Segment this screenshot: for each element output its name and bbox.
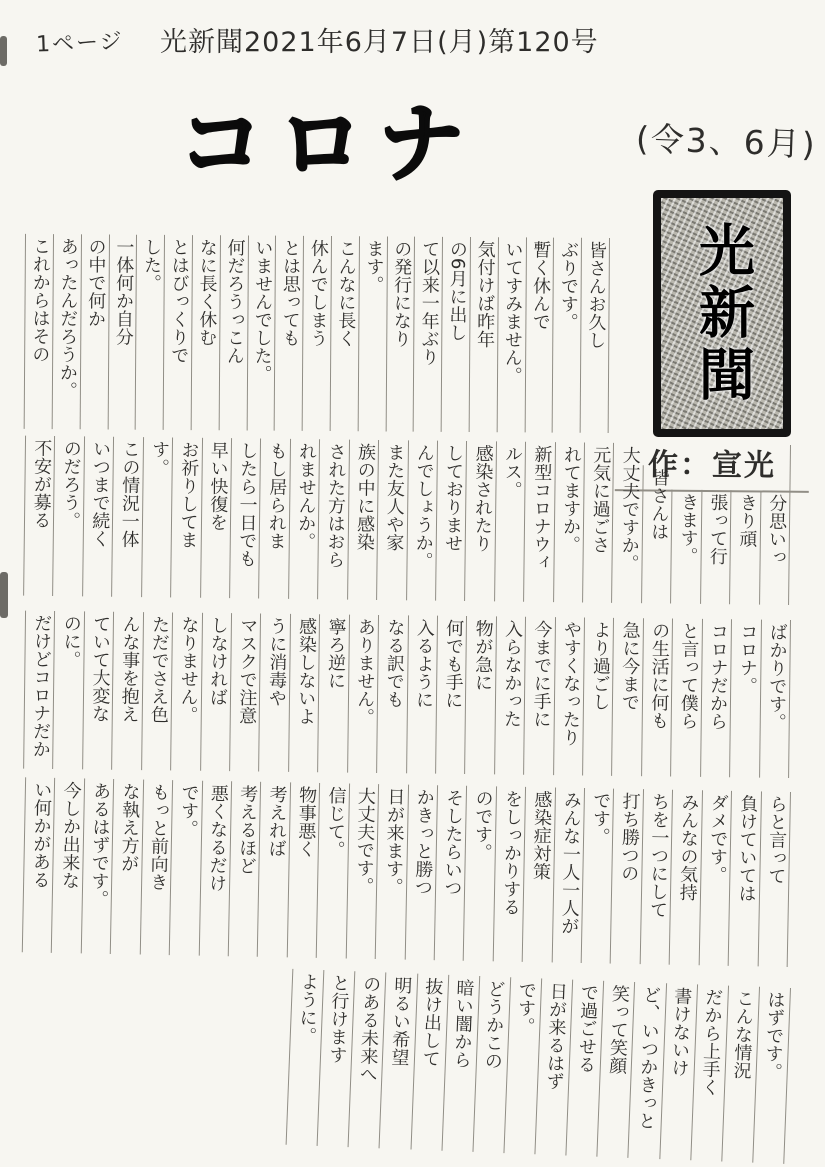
text-column: ルス。: [494, 441, 525, 601]
text-column: した。: [135, 235, 164, 430]
text-column: 皆さんお久し: [580, 238, 609, 433]
text-column: された方はおら: [317, 439, 348, 599]
text-column: 分思いっ: [759, 491, 790, 605]
text-column: 今までに手に: [523, 617, 554, 775]
text-column: 皆さんは: [641, 465, 672, 603]
text-column: 今しか出来な: [51, 778, 84, 954]
masthead-line: 光新聞2021年6月7日(月)第120号: [160, 27, 599, 58]
text-column: 感染症対策: [522, 787, 555, 963]
text-column: ありません。: [347, 615, 378, 773]
text-column: い何かがある: [22, 777, 55, 953]
text-column: 感染されたり: [464, 441, 495, 601]
text-column: をしっかりする: [492, 786, 525, 962]
text-column: 日が来ます。: [375, 784, 408, 960]
text-column: 入るように: [406, 615, 437, 773]
text-column: しなければ: [200, 613, 231, 771]
text-column: 抜け出して: [410, 974, 448, 1151]
text-column: この情況一体: [111, 437, 142, 597]
text-column: 物事悪く: [287, 782, 320, 958]
text-column: したら一日でも: [229, 438, 260, 598]
newspaper-logo-box: [653, 190, 791, 437]
text-column: なる訳でも: [376, 615, 407, 773]
text-column: 日が来るはず: [534, 978, 572, 1155]
text-column: だから上手く: [690, 984, 728, 1161]
scan-artifact: [0, 36, 7, 66]
text-column: 元気に過ごさ: [582, 442, 613, 602]
text-column: のある未来へ: [348, 971, 386, 1148]
text-column: 考えれば: [257, 782, 290, 958]
text-column: これからはその: [24, 234, 53, 429]
text-column: です。: [581, 788, 614, 964]
page-title: コロナ: [178, 94, 478, 194]
text-column: とは思っても: [274, 236, 303, 431]
text-column: こんなに長く: [330, 236, 359, 431]
page-label: 1ページ: [35, 29, 125, 58]
article-row-3: [23, 611, 791, 778]
text-column: 暫く休んで: [524, 237, 553, 432]
article-row-4: [22, 777, 791, 967]
text-column: 早い快復を: [200, 438, 231, 598]
text-column: なりません。: [170, 612, 201, 770]
text-column: のです。: [463, 786, 496, 962]
text-column: 暗い闇から: [441, 975, 479, 1152]
text-column: 入らなかった: [494, 616, 525, 774]
text-column: だけどコロナだか: [23, 611, 54, 769]
byline: 作：宣光: [615, 439, 809, 493]
text-column: ど、いつかきっと: [628, 982, 666, 1159]
text-column: 物が急に: [464, 616, 495, 774]
text-column: 何だろうっこん: [218, 235, 247, 430]
text-column: 打ち勝つの: [610, 789, 643, 965]
text-column: で過ごせる: [566, 980, 604, 1157]
text-column: と行けます: [317, 970, 355, 1147]
text-column: どうかこの: [472, 976, 510, 1153]
text-column: きます。: [670, 490, 701, 604]
era-note: (令3、6月): [635, 118, 818, 165]
text-column: もっと前向き: [139, 780, 172, 956]
text-column: 信じて。: [316, 783, 349, 959]
newspaper-logo-text: 光新聞: [690, 220, 755, 407]
article-row-1: [24, 234, 610, 433]
text-column: の生活に何も: [641, 618, 672, 776]
text-column: なに長く休む: [191, 235, 220, 430]
text-column: れませんか。: [288, 439, 319, 599]
text-column: ていて大変な: [82, 611, 113, 769]
text-column: と言って僕ら: [670, 619, 701, 777]
article-row-2: [23, 436, 791, 605]
text-column: うに消毒や: [259, 614, 290, 772]
text-column: みんなの気持: [669, 790, 702, 966]
text-column: 寧ろ逆に: [317, 614, 348, 772]
text-column: こんな情況: [721, 986, 759, 1163]
text-column: て以来一年ぶり: [413, 237, 442, 432]
text-column: ちを一つにして: [640, 789, 673, 965]
text-column: んでしょうか。: [406, 440, 437, 600]
text-column: ます。: [357, 236, 386, 431]
text-column: の6月に出し: [441, 237, 470, 432]
text-column: ダメです。: [698, 790, 731, 966]
text-column: 大丈夫です。: [345, 784, 378, 960]
text-column: 笑って笑顔: [597, 981, 635, 1158]
text-column: マスクで注意: [229, 613, 260, 771]
text-column: やすくなったり: [553, 617, 584, 775]
text-column: 負けていては: [728, 791, 761, 967]
text-column: 休んでしまう: [302, 236, 331, 431]
text-column: きり頑: [729, 490, 760, 604]
text-column: かきっと勝つ: [404, 785, 437, 961]
scan-artifact: [0, 572, 8, 618]
text-column: ばかりです。: [759, 620, 790, 778]
text-column: のだろう。: [53, 436, 84, 596]
text-column: す。: [141, 437, 172, 597]
text-column: ぶりです。: [552, 238, 581, 433]
text-column: 明るい希望: [379, 972, 417, 1149]
text-column: んな事を抱え: [111, 612, 142, 770]
text-column: 急に今まで: [612, 618, 643, 776]
text-column: の発行になり: [385, 236, 414, 431]
text-column: 感染しないよ: [288, 614, 319, 772]
text-column: ように。: [286, 969, 324, 1146]
text-column: いてすみません。: [496, 237, 525, 432]
text-column: お祈りしてま: [170, 437, 201, 597]
text-column: 気付けば昨年: [469, 237, 498, 432]
text-column: 何でも手に: [435, 616, 466, 774]
text-column: あったんだろうか。: [52, 234, 81, 429]
text-column: そしたらいつ: [434, 785, 467, 961]
text-column: のに。: [53, 611, 84, 769]
text-column: コロナだから: [700, 619, 731, 777]
text-column: らと言って: [757, 791, 790, 967]
text-column: いつまで続く: [82, 436, 113, 596]
text-column: 族の中に感染: [347, 440, 378, 600]
text-column: みんな一人一人が: [551, 787, 584, 963]
text-column: の中で何か: [80, 234, 109, 429]
text-column: れてますか。: [553, 442, 584, 602]
text-column: また友人や家: [376, 440, 407, 600]
text-column: 不安が募る: [23, 436, 54, 596]
text-column: 張って行: [700, 490, 731, 604]
text-column: 書けないけ: [659, 983, 697, 1160]
text-column: 悪くなるだけ: [198, 781, 231, 957]
text-column: もし居られま: [258, 439, 289, 599]
text-column: とはびっくりで: [163, 235, 192, 430]
text-column: しておりませ: [435, 441, 466, 601]
text-column: な執え方が: [110, 779, 143, 955]
text-column: 新型コロナウィ: [523, 442, 554, 602]
text-column: 大丈夫ですか。: [612, 443, 643, 603]
text-column: ただでさえ色: [141, 612, 172, 770]
text-column: いませんでした。: [246, 235, 275, 430]
text-column: です。: [169, 780, 202, 956]
text-column: 一体何か自分: [107, 234, 136, 429]
article-row-5: [286, 969, 791, 1164]
text-column: より過ごし: [582, 617, 613, 775]
text-column: 考えるほど: [228, 781, 261, 957]
text-column: コロナ。: [729, 619, 760, 777]
text-column: です。: [503, 977, 541, 1154]
text-column: あるはずです。: [81, 778, 114, 954]
text-column: はずです。: [752, 987, 790, 1164]
